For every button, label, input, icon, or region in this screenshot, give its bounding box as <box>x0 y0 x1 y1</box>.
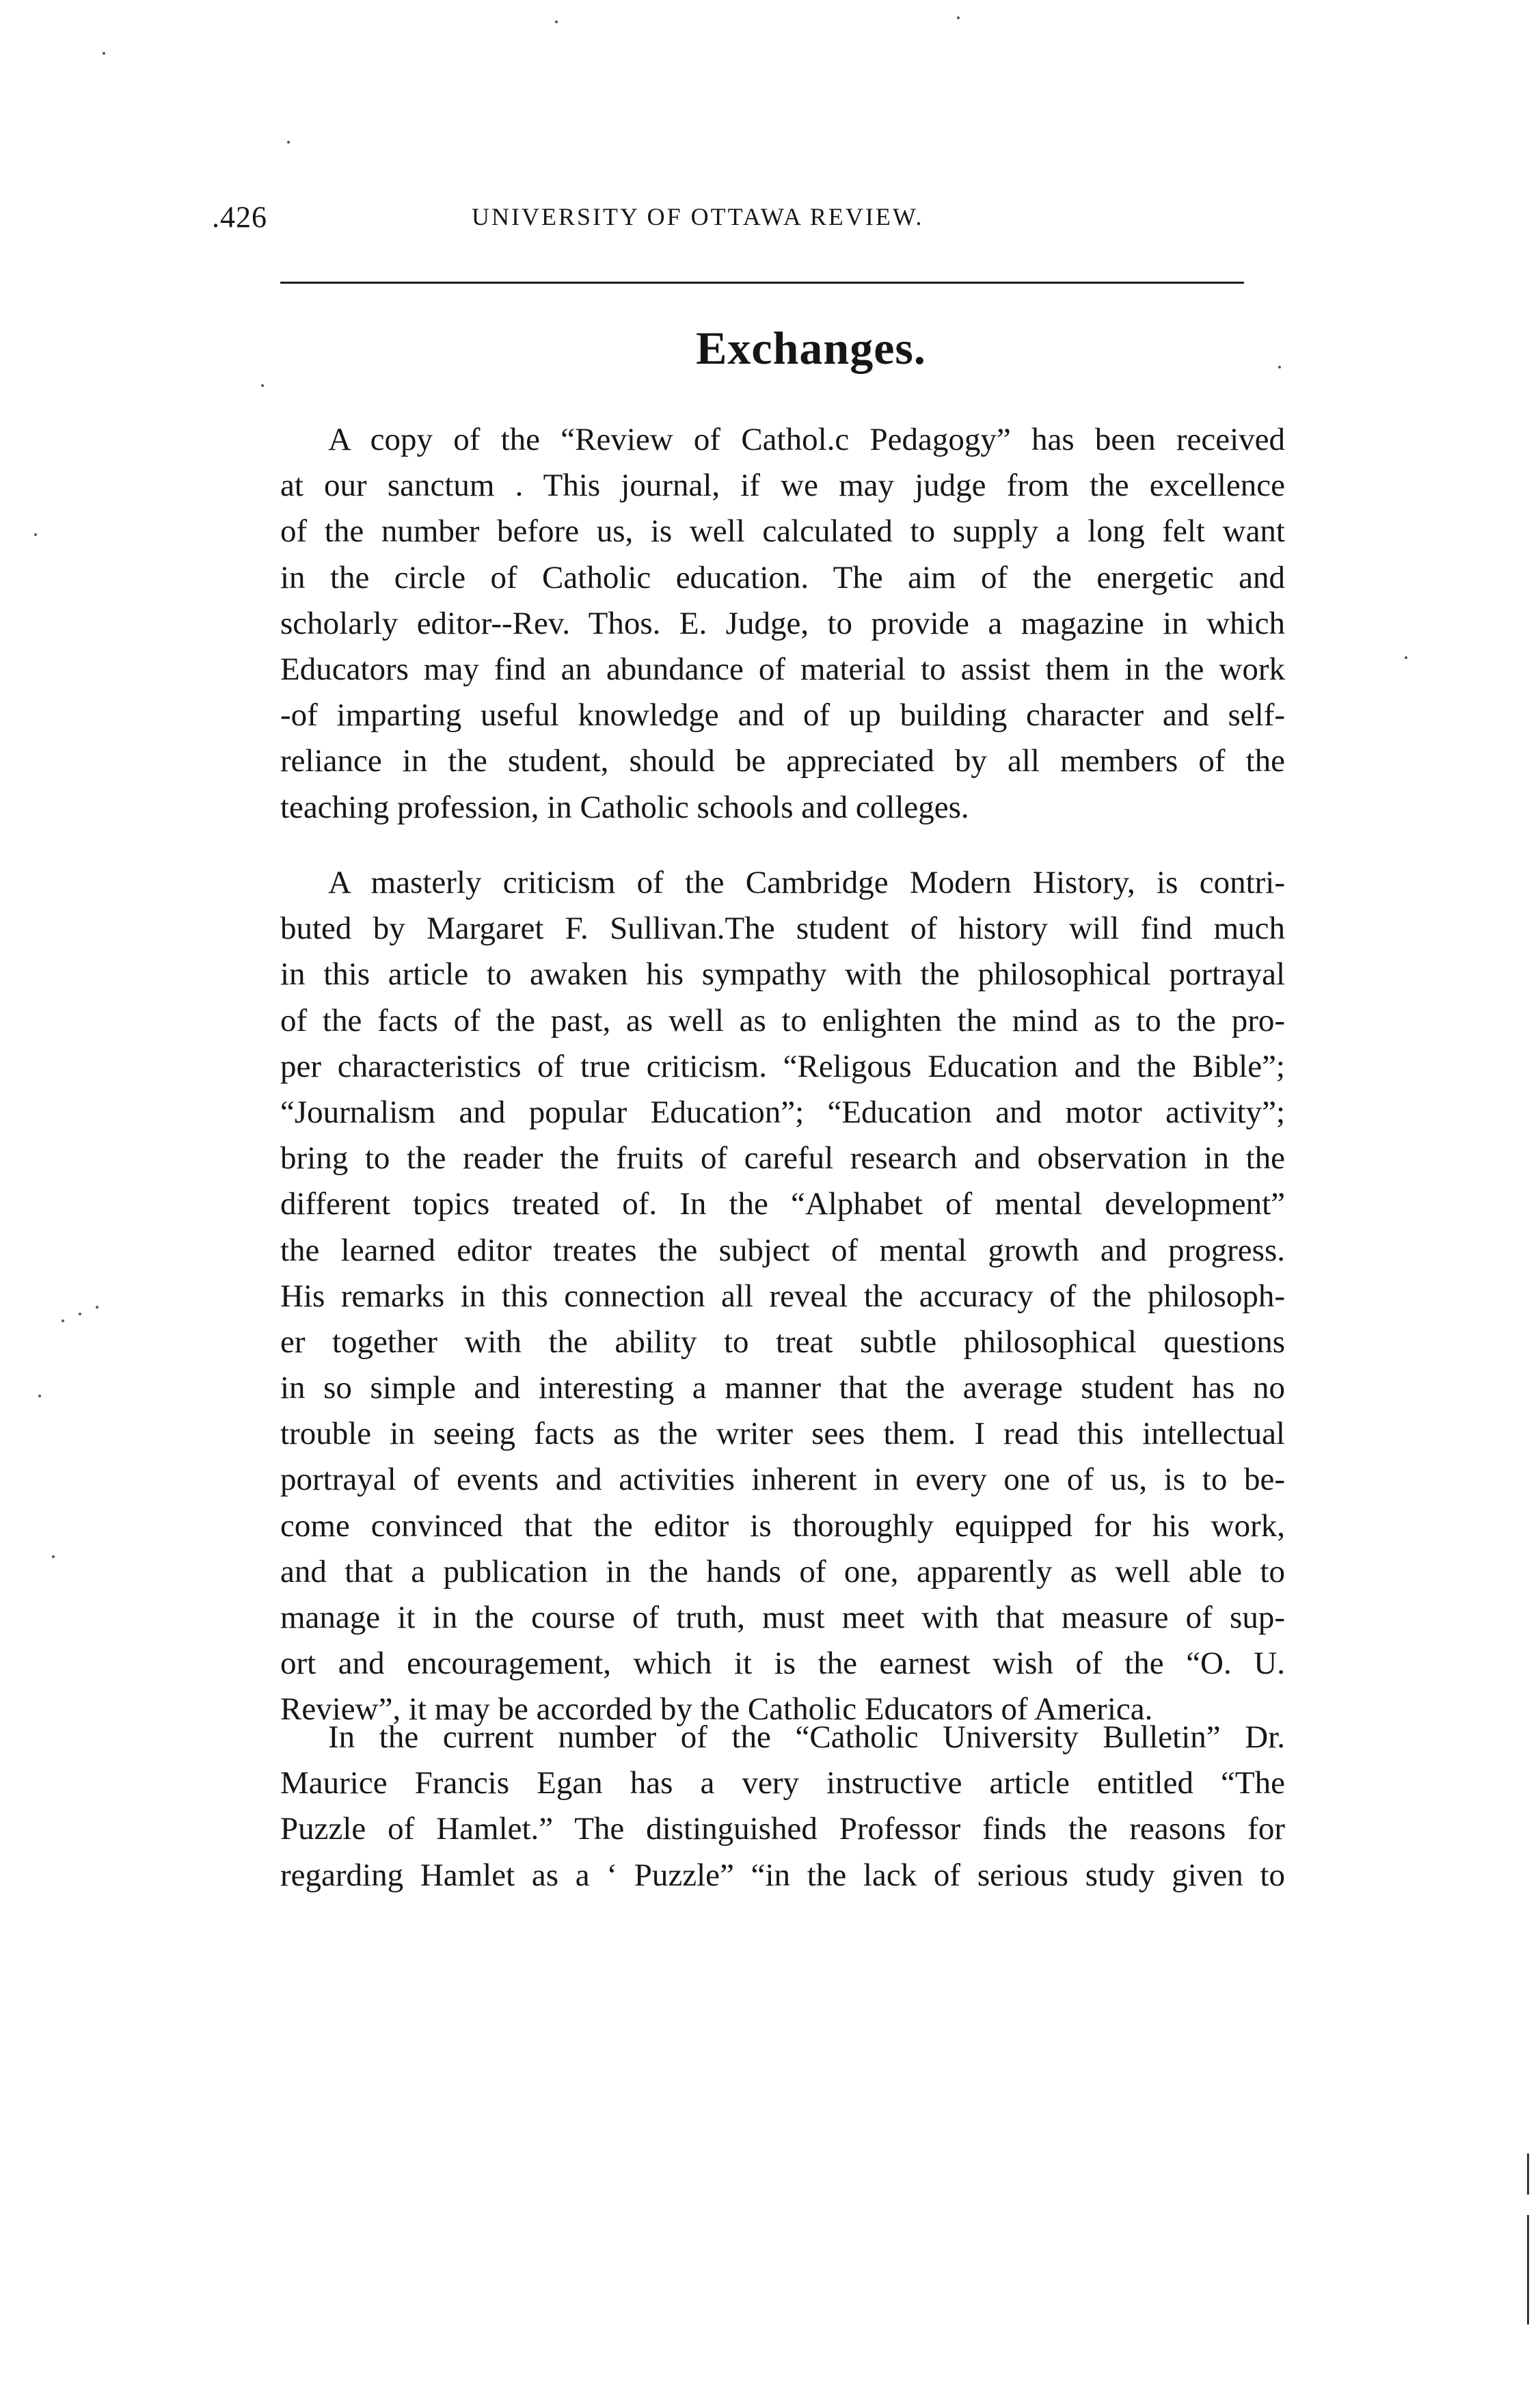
paragraph-2 <box>280 860 1285 1733</box>
scan-speck <box>957 16 960 19</box>
scan-speck <box>52 1555 55 1558</box>
text-line: buted by Margaret F. Sullivan.The student of history will find much <box>280 911 1285 947</box>
scan-speck <box>261 384 264 387</box>
text-line: of the facts of the past, as well as to enlighten the mind as to the pro- <box>280 1002 1285 1038</box>
scan-speck <box>79 1313 81 1315</box>
text-line: A masterly criticism of the Cambridge Modern History, is contri- <box>328 865 1285 900</box>
scan-speck <box>103 52 105 55</box>
text-line: in the circle of Catholic education. The aim of the energetic and <box>280 559 1285 595</box>
scan-speck <box>34 533 37 536</box>
scan-speck <box>555 21 558 23</box>
text-line: the learned editor treates the subject of mental growth and progress. <box>280 1232 1285 1268</box>
text-line: come convinced that the editor is thoroughly equipped for his work, <box>280 1507 1285 1544</box>
scan-speck <box>1278 366 1281 368</box>
scan-speck <box>287 141 290 144</box>
text-line: scholarly editor--Rev. Thos. E. Judge, to provide a magazine in which <box>280 605 1285 641</box>
text-line: regarding Hamlet as a ‘ Puzzle” “in the lack of serious study given to <box>280 1857 1285 1893</box>
section-title: Exchanges. <box>696 322 926 374</box>
text-line: different topics treated of. In the “Alphabet of mental development” <box>280 1186 1285 1222</box>
text-line: reliance in the student, should be appreciated by all members of the <box>280 743 1285 779</box>
text-line: bring to the reader the fruits of careful research and observation in the <box>280 1140 1285 1177</box>
text-line: teaching profession, in Catholic schools and colleges. <box>280 789 969 825</box>
text-line: Puzzle of Hamlet.” The distinguished Professor finds the reasons for <box>280 1811 1285 1847</box>
paragraph-1 <box>280 417 1285 831</box>
text-line: per characteristics of true criticism. “Religous Education and the Bible”; <box>280 1048 1285 1084</box>
text-line: Review”, it may be accorded by the Catholic Educators of America. <box>280 1691 1153 1728</box>
header-rule <box>280 282 1244 284</box>
scan-speck <box>38 1395 41 1397</box>
text-line: manage it in the course of truth, must meet with that measure of sup- <box>280 1600 1285 1635</box>
text-line: Educators may find an abundance of material to assist them in the work <box>280 651 1285 687</box>
text-line: er together with the ability to treat subtle philosophical questions <box>280 1324 1285 1360</box>
scan-speck <box>1405 656 1407 659</box>
text-line: His remarks in this connection all reveal the accuracy of the philosoph- <box>280 1278 1285 1314</box>
paragraph-3 <box>280 1715 1285 1899</box>
text-line: portrayal of events and activities inherent in every one of us, is to be- <box>280 1462 1285 1498</box>
margin-mark <box>1527 2215 1529 2324</box>
text-line: in this article to awaken his sympathy with the philosophical portrayal <box>280 956 1285 993</box>
scan-speck <box>96 1306 98 1309</box>
text-line: In the current number of the “Catholic University Bulletin” Dr. <box>328 1719 1285 1755</box>
text-line: “Journalism and popular Education”; “Education and motor activity”; <box>280 1094 1285 1130</box>
text-line: ort and encouragement, which it is the earnest wish of the “O. U. <box>280 1646 1285 1682</box>
scan-speck <box>62 1319 64 1322</box>
text-line: trouble in seeing facts as the writer sees them. I read this intellectual <box>280 1416 1285 1452</box>
text-line: of the number before us, is well calculated to supply a long felt want <box>280 513 1285 550</box>
text-line: in so simple and interesting a manner that the average student has no <box>280 1370 1285 1406</box>
text-line: -of imparting useful knowledge and of up building character and self- <box>280 697 1285 734</box>
text-line: and that a publication in the hands of one, apparently as well able to <box>280 1553 1285 1589</box>
margin-mark <box>1527 2154 1529 2195</box>
journal-name: UNIVERSITY OF OTTAWA REVIEW. <box>472 203 924 230</box>
running-head <box>212 200 1299 234</box>
text-line: Maurice Francis Egan has a very instructive article entitled “The <box>280 1765 1285 1801</box>
page-number: .426 <box>212 200 267 234</box>
text-line: A copy of the “Review of Cathol.c Pedagogy” has been received <box>328 422 1285 457</box>
text-line: at our sanctum . This journal, if we may judge from the excellence <box>280 468 1285 504</box>
